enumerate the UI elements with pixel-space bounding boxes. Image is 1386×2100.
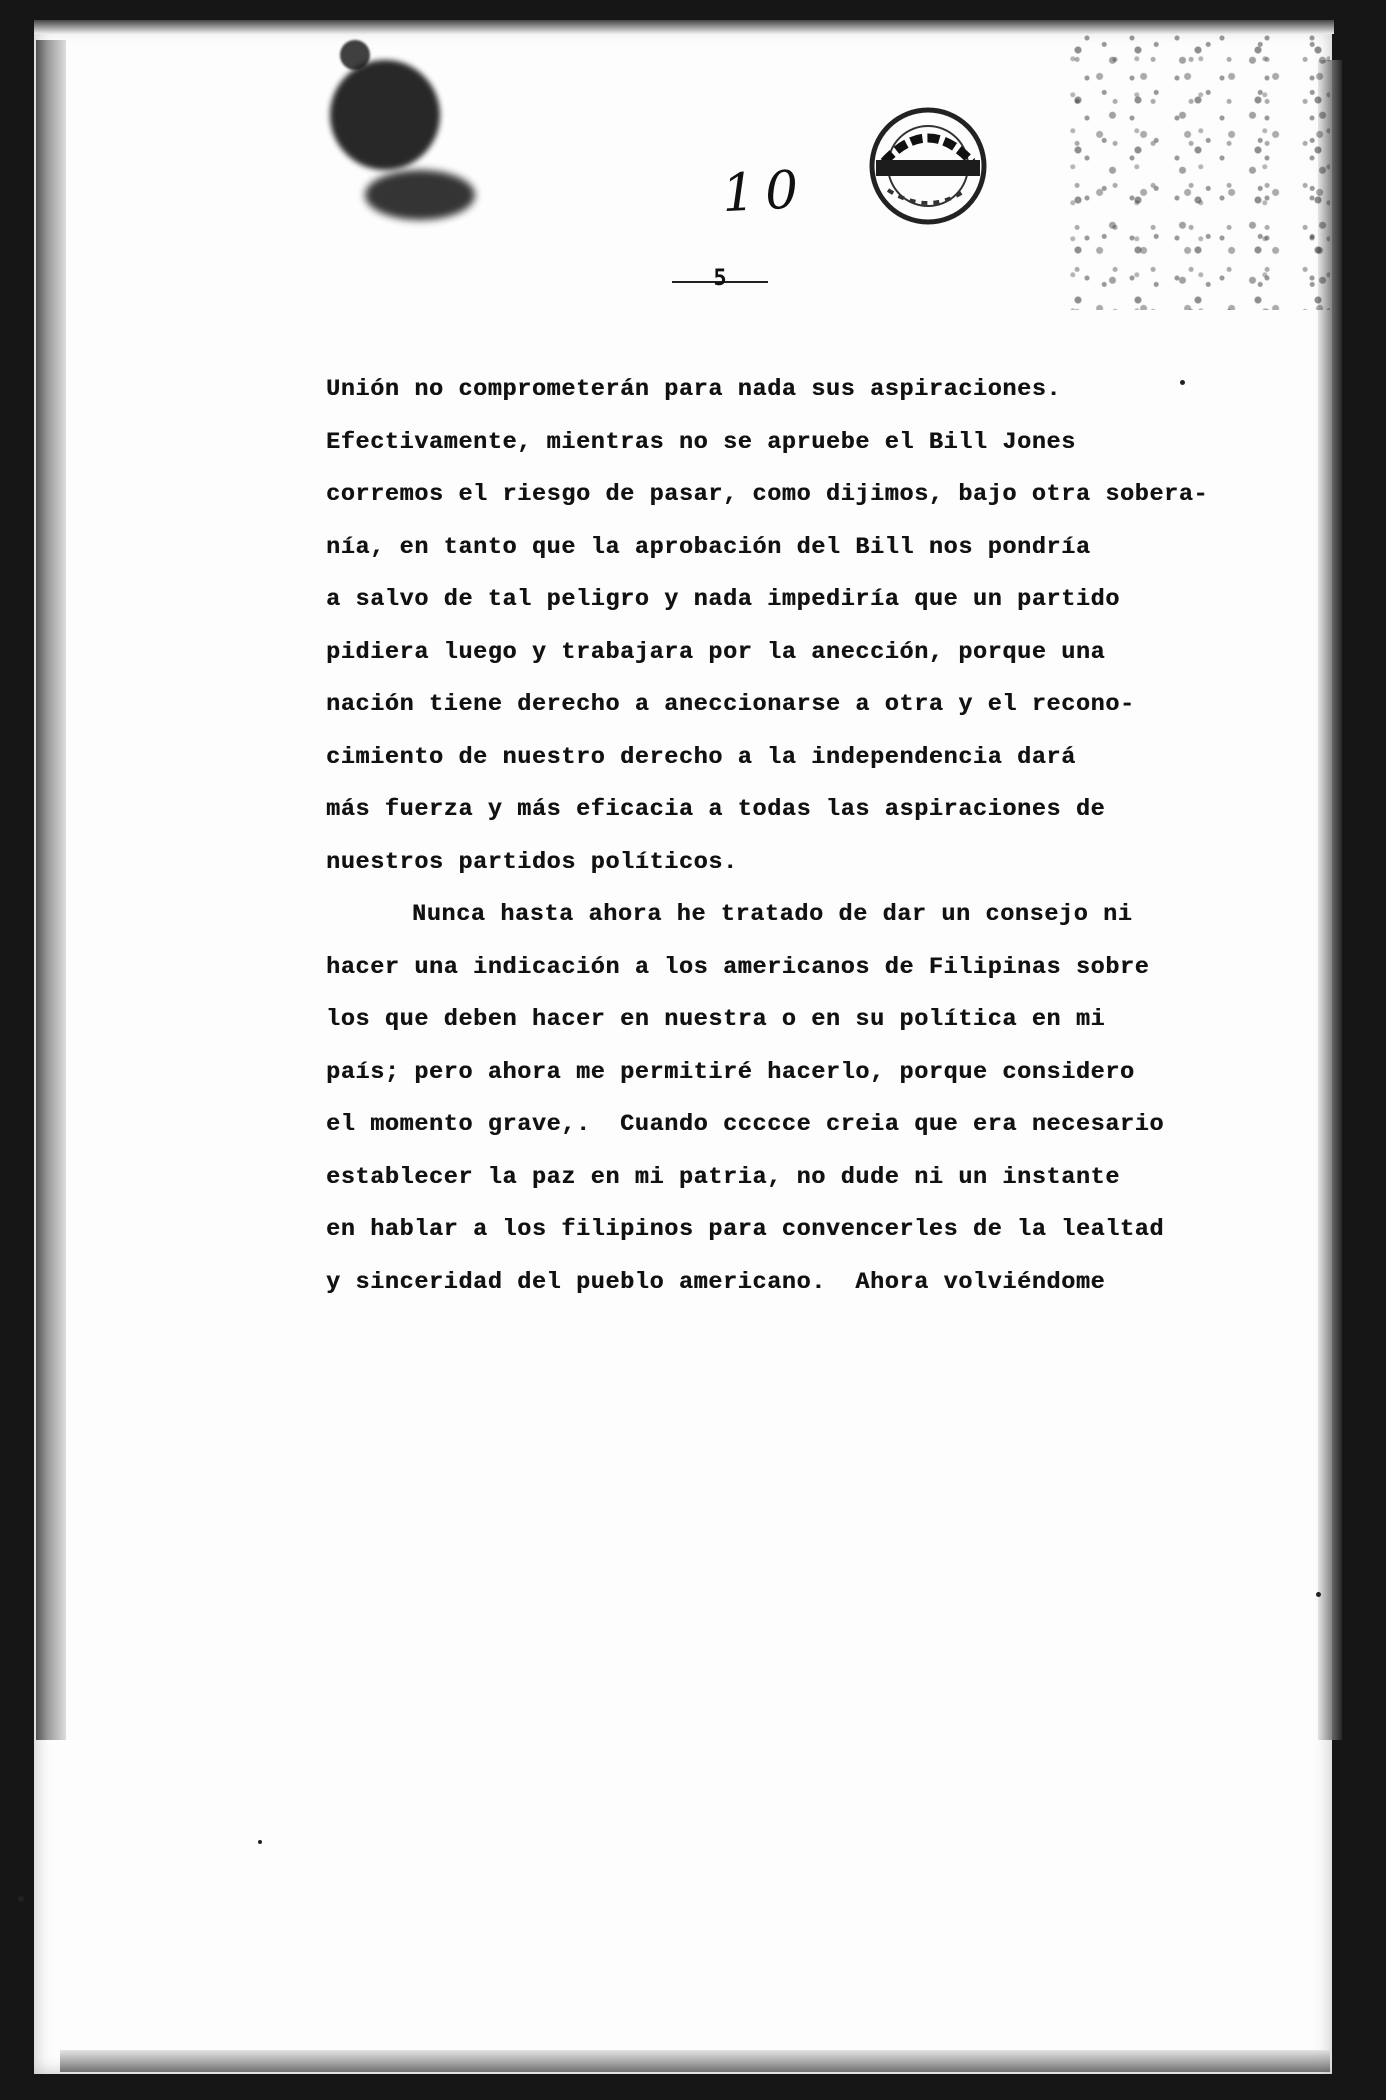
stray-mark [18, 1896, 24, 1902]
text-line: en hablar a los filipinos para convencerles de la lealtad [326, 1216, 1165, 1243]
text-line: más fuerza y más eficacia a todas las aspiraciones de [326, 796, 1106, 823]
ink-blot-large [330, 60, 440, 170]
text-line: a salvo de tal peligro y nada impediría que un partido [326, 586, 1120, 613]
body-text [326, 364, 1306, 1309]
text-line: corremos el riesgo de pasar, como dijimos, bajo otra sobera- [326, 481, 1209, 508]
text-line: cimiento de nuestro derecho a la independencia dará [326, 743, 1076, 771]
text-line: establecer la paz en mi patria, no dude ni un instante [326, 1163, 1120, 1191]
text-line: Efectivamente, mientras no se apruebe el Bill Jones [326, 428, 1076, 456]
paper-edge-right [1318, 60, 1342, 1740]
stamp-seal-icon [866, 104, 990, 228]
paper-edge-left [36, 40, 66, 1740]
text-line: hacer una indicación a los americanos de Filipinas sobre [326, 953, 1150, 981]
handwritten-folio-number: 10 [720, 159, 810, 225]
stray-mark [258, 1840, 262, 1844]
page-number: 5 [713, 266, 727, 291]
private-stamp [866, 104, 990, 228]
ink-speckle-area [1060, 30, 1330, 310]
text-line-indented: Nunca hasta ahora he tratado de dar un consejo ni [412, 901, 1133, 928]
stray-mark [1180, 380, 1185, 385]
text-line: los que deben hacer en nuestra o en su política en mi [326, 1006, 1106, 1033]
text-line: pidiera luego y trabajara por la anección, porque una [326, 638, 1106, 666]
paper-edge-bottom [60, 2050, 1330, 2072]
text-line: nación tiene derecho a aneccionarse a otra y el recono- [326, 691, 1135, 718]
stray-mark [1316, 1592, 1321, 1597]
text-line: el momento grave,. Cuando ccccce creia que era necesario [326, 1111, 1165, 1138]
text-line: nuestros partidos políticos. [326, 848, 738, 876]
text-line: Unión no comprometerán para nada sus aspiraciones. [326, 376, 1062, 403]
text-line: y sinceridad del pueblo americano. Ahora volviéndome [326, 1268, 1106, 1296]
ink-blot-smear [365, 170, 475, 220]
text-line: nía, en tanto que la aprobación del Bill nos pondría [326, 533, 1091, 561]
text-line: país; pero ahora me permitiré hacerlo, porque considero [326, 1058, 1135, 1086]
